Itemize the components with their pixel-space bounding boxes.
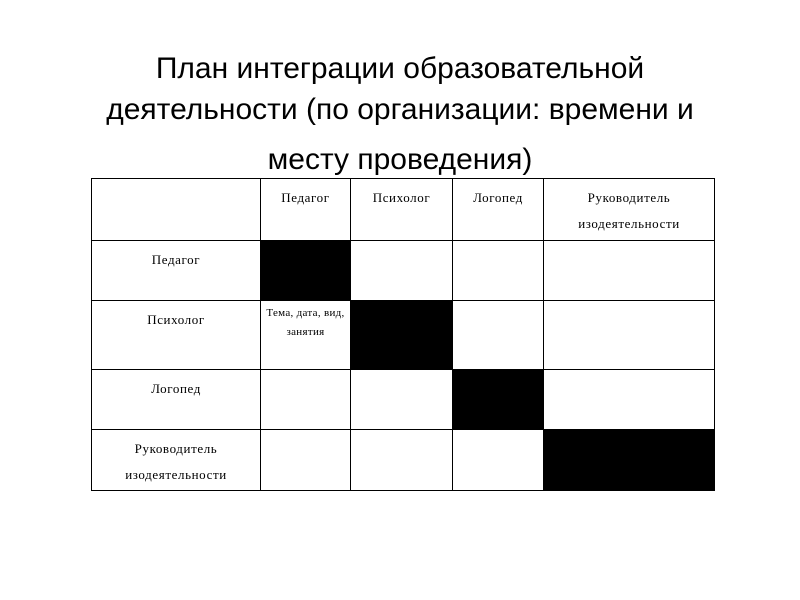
diagonal-filled-cell: [453, 370, 544, 430]
row-header-pedagog: Педагог: [92, 241, 261, 301]
table-row: [92, 430, 715, 491]
slide-title-line-2: деятельности (по организации: времени и: [106, 93, 694, 126]
column-header-logoped: Логопед: [453, 179, 544, 241]
table-cell: [544, 301, 715, 370]
column-header-pedagog: Педагог: [261, 179, 351, 241]
row-header-logoped: Логопед: [92, 370, 261, 430]
table-cell: [351, 370, 453, 430]
column-header-art-head: Руководитель изодеятельности: [544, 179, 715, 241]
table-row: [92, 301, 715, 370]
table-cell: [261, 430, 351, 491]
table-cell: [351, 430, 453, 491]
table-cell: [351, 241, 453, 301]
diagonal-filled-cell: [544, 430, 715, 491]
slide-title-line-1: План интеграции образовательной: [155, 52, 645, 85]
table-cell: [544, 241, 715, 301]
diagonal-filled-cell: [261, 241, 351, 301]
table-cell-topic-date-type: Тема, дата, вид, занятия: [261, 301, 351, 370]
table-corner-cell: [92, 179, 261, 241]
column-header-psiholog: Психолог: [351, 179, 453, 241]
table-row: [92, 241, 715, 301]
table-cell: [453, 301, 544, 370]
table-row: [92, 370, 715, 430]
table-header-row: [92, 179, 715, 241]
integration-plan-table: [91, 178, 715, 491]
row-header-art-head: Руководитель изодеятельности: [92, 430, 261, 491]
table-cell: [453, 430, 544, 491]
slide-title: [60, 48, 740, 180]
diagonal-filled-cell: [351, 301, 453, 370]
table-cell: [261, 370, 351, 430]
row-header-psiholog: Психолог: [92, 301, 261, 370]
slide-title-line-3: месту проведения): [267, 143, 533, 176]
table-cell: [453, 241, 544, 301]
table-cell: [544, 370, 715, 430]
